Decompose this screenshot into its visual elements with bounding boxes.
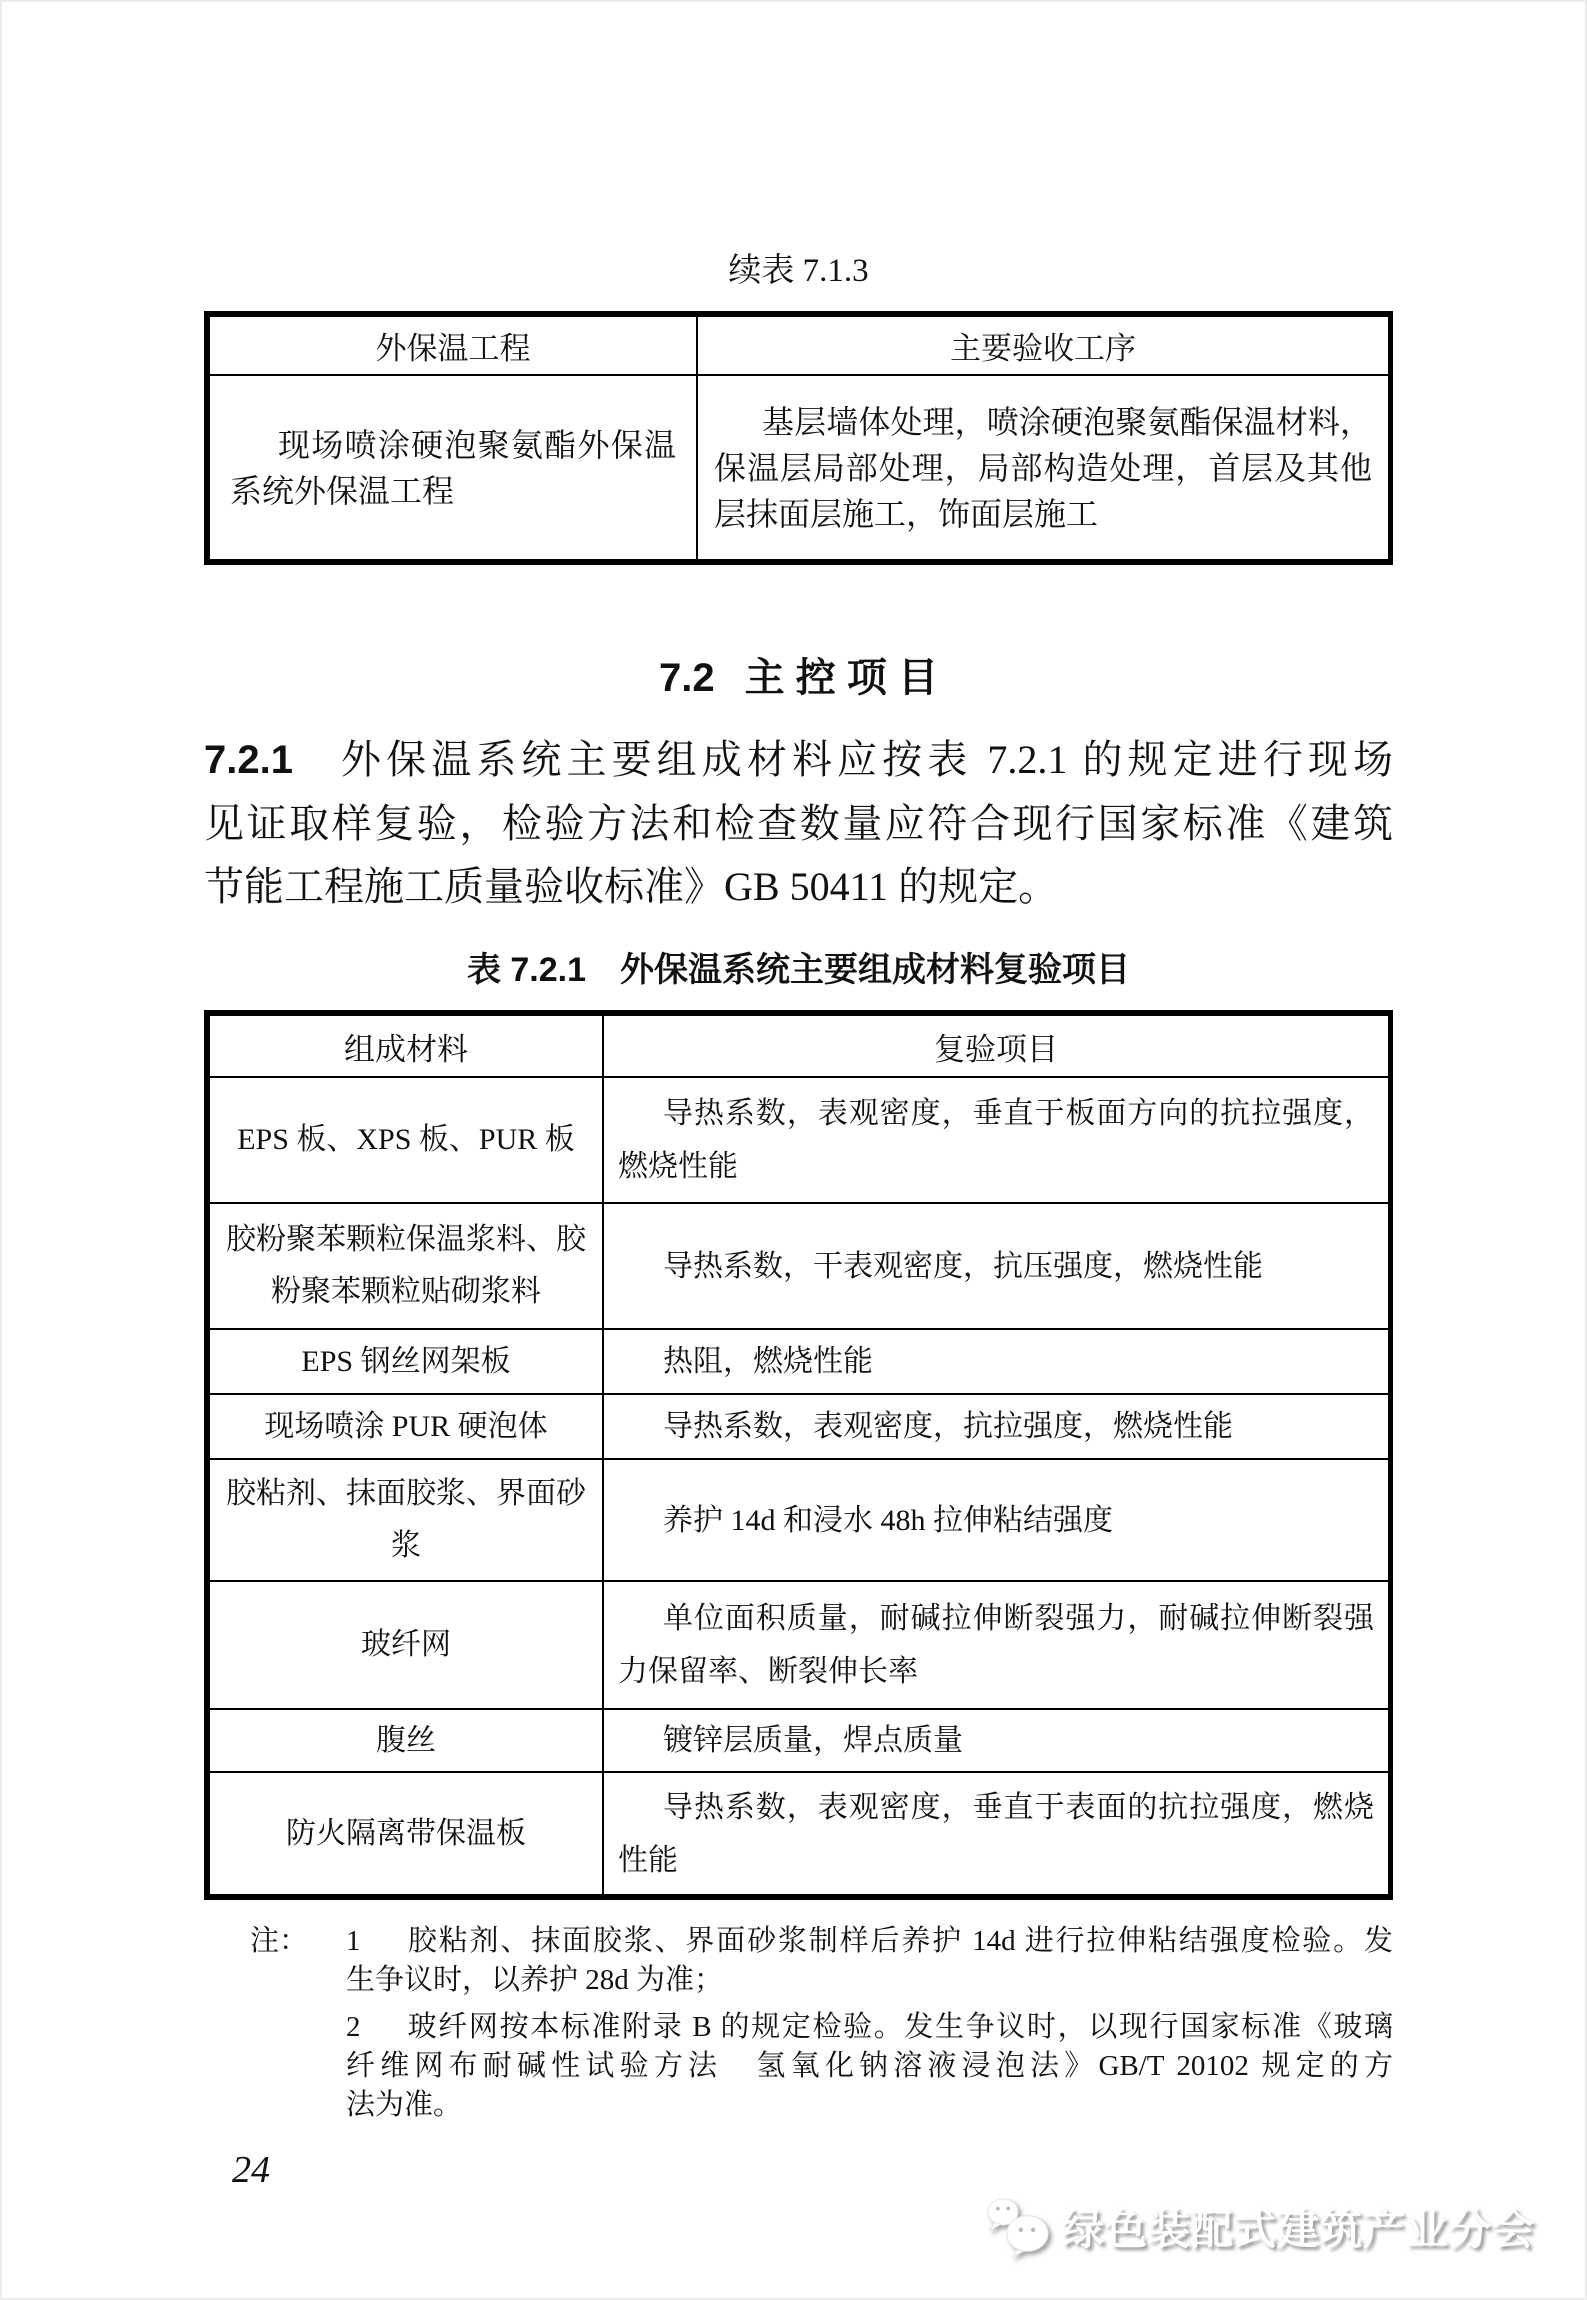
watermark-text: 绿色装配式建筑产业分会 bbox=[1061, 2206, 1535, 2253]
note-line: 纤维网布耐碱性试验方法 氢氧化钠溶液浸泡法》GB/T 20102 规定的方 bbox=[346, 2050, 1393, 2082]
table-row bbox=[210, 1076, 1388, 1202]
cell-text: 热阻，燃烧性能 bbox=[663, 1345, 873, 1378]
table-row bbox=[210, 1708, 1388, 1771]
table-row bbox=[210, 1393, 1388, 1458]
note-number: 1 bbox=[346, 1925, 361, 1957]
section-number: 7.2 bbox=[659, 656, 715, 700]
notes-label: 注： bbox=[250, 1925, 309, 1957]
column-header-label: 复验项目 bbox=[934, 1031, 1058, 1067]
table-row bbox=[210, 1580, 1388, 1708]
table-row bbox=[210, 1328, 1388, 1393]
table-cell-material: EPS 板、XPS 板、PUR 板 bbox=[237, 1123, 575, 1156]
clause-text-line: 节能工程施工质量验收标准》GB 50411 的规定。 bbox=[204, 864, 1059, 909]
wechat-icon bbox=[986, 2196, 1052, 2258]
review-table-caption: 表 7.2.1 外保温系统主要组成材料复验项目 bbox=[466, 951, 1131, 989]
continuation-table bbox=[204, 311, 1393, 565]
table-cell-items bbox=[602, 1395, 1388, 1458]
table-cell bbox=[210, 376, 696, 559]
page-content bbox=[204, 0, 1393, 2125]
note-item bbox=[346, 1922, 1393, 2000]
note-text: 胶粘剂、抹面胶浆、界面砂浆制样后养护 14d 进行拉伸粘结强度检验。发 bbox=[406, 1925, 1393, 1957]
table-cell-items bbox=[602, 1330, 1388, 1393]
cell-text: 单位面积质量，耐碱拉伸断裂强力，耐碱拉伸断裂强力保留率、断裂伸长率 bbox=[618, 1602, 1374, 1688]
cell-text: 导热系数，表观密度，垂直于表面的抗拉强度，燃烧性能 bbox=[618, 1790, 1374, 1877]
cell-text: 现场喷涂硬泡聚氨酯外保温系统外保温工程 bbox=[230, 426, 676, 509]
clause-7-2-1 bbox=[204, 728, 1393, 918]
watermark bbox=[986, 2196, 1535, 2258]
table-cell bbox=[696, 376, 1388, 559]
table-row bbox=[210, 1202, 1388, 1328]
note-line: 法为准。 bbox=[346, 2089, 463, 2121]
table-notes bbox=[250, 1922, 1393, 2125]
table-header-cell bbox=[696, 317, 1388, 374]
table-header-cell bbox=[210, 317, 696, 374]
table-cell-material: 现场喷涂 PUR 硬泡体 bbox=[264, 1409, 548, 1443]
table-cell-items bbox=[602, 1204, 1388, 1328]
column-header-label: 主要验收工序 bbox=[950, 331, 1136, 366]
table-header-row bbox=[210, 1016, 1388, 1076]
table-row bbox=[210, 1458, 1388, 1580]
table-cell-material: 胶粘剂、抹面胶浆、界面砂浆 bbox=[226, 1477, 586, 1562]
column-header-label: 组成材料 bbox=[344, 1031, 468, 1067]
notes-body bbox=[346, 1922, 1393, 2125]
table-cell-items bbox=[602, 1773, 1388, 1894]
table-cell-material: 玻纤网 bbox=[361, 1628, 451, 1661]
clause-text-line: 见证取样复验，检验方法和检查数量应符合现行国家标准《建筑 bbox=[204, 801, 1393, 846]
table-row bbox=[210, 374, 1388, 559]
cell-text: 导热系数，干表观密度，抗压强度，燃烧性能 bbox=[663, 1249, 1263, 1283]
table-cell-material: 胶粉聚苯颗粒保温浆料、胶粉聚苯颗粒贴砌浆料 bbox=[226, 1223, 586, 1308]
clause-text-line bbox=[204, 728, 1393, 792]
continuation-table-caption: 续表 7.1.3 bbox=[728, 253, 869, 289]
note-item bbox=[346, 2008, 1393, 2125]
table-cell-items bbox=[602, 1710, 1388, 1771]
table-cell-material: 防火隔离带保温板 bbox=[286, 1816, 526, 1850]
table-cell-material: EPS 钢丝网架板 bbox=[301, 1344, 511, 1378]
note-text: 玻纤网按本标准附录 B 的规定检验。发生争议时，以现行国家标准《玻璃 bbox=[406, 2011, 1393, 2043]
table-cell-items bbox=[602, 1078, 1388, 1202]
table-header-cell bbox=[210, 1016, 602, 1076]
cell-text: 养护 14d 和浸水 48h 拉伸粘结强度 bbox=[663, 1503, 1113, 1537]
table-row bbox=[210, 1771, 1388, 1894]
table-cell-material: 腹丝 bbox=[376, 1723, 436, 1757]
note-line bbox=[346, 2008, 1393, 2047]
cell-text: 导热系数，表观密度，垂直于板面方向的抗拉强度，燃烧性能 bbox=[618, 1097, 1374, 1183]
note-line: 生争议时，以养护 28d 为准； bbox=[346, 1964, 724, 1996]
clause-text: 外保温系统主要组成材料应按表 7.2.1 的规定进行现场 bbox=[335, 737, 1393, 782]
section-title: 主 控 项 目 bbox=[744, 656, 938, 700]
note-number: 2 bbox=[346, 2011, 361, 2043]
clause-number: 7.2.1 bbox=[204, 738, 293, 782]
section-heading bbox=[204, 650, 1393, 706]
table-cell-items bbox=[602, 1582, 1388, 1708]
review-table bbox=[204, 1010, 1393, 1900]
page-number: 24 bbox=[232, 2149, 270, 2191]
note-line bbox=[346, 1922, 1393, 1961]
cell-text: 基层墙体处理，喷涂硬泡聚氨酯保温材料，保温层局部处理，局部构造处理，首层及其他层抹面层施工，饰面层施工 bbox=[714, 403, 1372, 532]
table-header-cell bbox=[602, 1016, 1388, 1076]
table-header-row bbox=[210, 317, 1388, 374]
cell-text: 导热系数，表观密度，抗拉强度，燃烧性能 bbox=[663, 1410, 1233, 1443]
cell-text: 镀锌层质量，焊点质量 bbox=[663, 1724, 963, 1757]
column-header-label: 外保温工程 bbox=[375, 331, 531, 366]
table-cell-items bbox=[602, 1460, 1388, 1580]
